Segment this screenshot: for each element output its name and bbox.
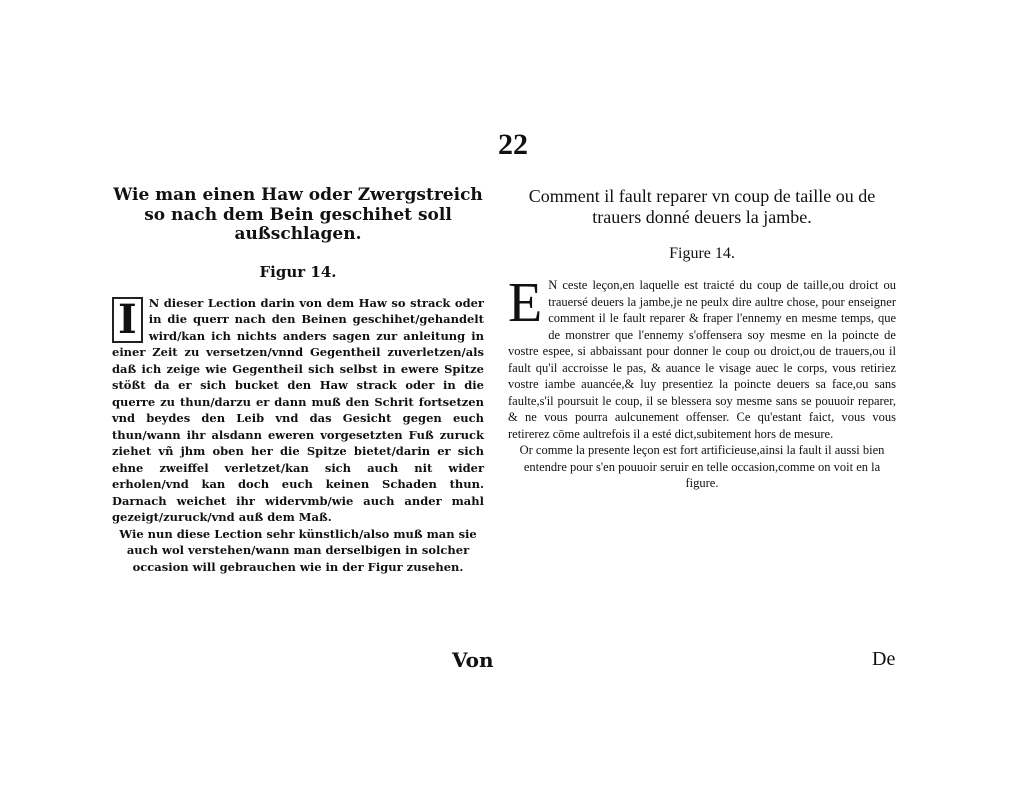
german-body [112, 295, 484, 526]
french-column [508, 186, 896, 492]
german-body-text: N dieser Lection darin von dem Haw so strack oder in die querr nach den Beinen geschihet/gehandelt wird/kan ich nichts anders sagen zur anleitung in einer Zeit zu versetzen/vnnd Gegentheil zuverletzen/als daß ich zeige wie Gegentheil sich selbst in ewere Spitze stößt da er sich bucket den Haw strack oder in die querre zu thun/darzu er dann muß den Schrit fortsetzen vnd beydes den Leib vnd das Gesicht gegen euch thun/wann ihr alsdann eweren vorgesetzten Fuß zuruck ziehet vñ jhm oben her die Spitze bietet/darin er sich ehne zweiffel verletzet/kan sich auch nit wider erholen/vnd kan doch euch keinen Schaden thun. Darnach weichet ihr widervmb/wie auch ander mahl gezeigt/zuruck/vnd auß dem Maß. [112, 295, 484, 525]
german-closing-paragraph: Wie nun diese Lection sehr künstlich/also muß man sie auch wol verstehen/wann man derselbigen in solcher occasion will gebrauchen wie in der Figur zusehen. [119, 526, 477, 574]
french-heading: Comment il fault reparer vn coup de taille ou de trauers donné deuers la jambe. [528, 186, 876, 227]
french-catchword: De [872, 648, 896, 670]
french-body-text: N ceste leçon,en laquelle est traicté du coup de taille,ou droict ou trauersé deuers la jambe,je ne peulx dire aultre chose, pour enseigner comment il le fault reparer & fraper l'ennemy en mesme temps, que de monstrer que l'ennemy s'offensera soy mesme en la poincte de vostre espee, si abbaissant pour donner le coup ou droict,ou de trauers,ou il fault qu'il accroisse le pas, & auance le visage auec le corps, vous retiriez vostre iambe auancée,& luy presentiez la poincte deuers sa face,ou sans faulte,s'il poursuit le coup, il se blessera soy mesme sans se pouuoir reparer, & ne vous pourra aulcunement offenser. Ce qu'estant faict, vous vous retirerez cōme aultrefois il a esté dict,subitement hors de mesure. [508, 278, 896, 441]
french-figure-label: Figure 14. [669, 245, 735, 263]
german-heading: Wie man einen Haw oder Zwergstreich so nach dem Bein geschihet soll außschlagen. [113, 185, 483, 245]
french-drop-cap: E [508, 272, 543, 335]
german-figure-label: Figur 14. [259, 262, 337, 281]
german-catchword: Von [452, 648, 494, 672]
german-drop-cap: I [112, 297, 143, 343]
page-number: 22 [498, 128, 528, 161]
french-closing-paragraph: Or comme la presente leçon est fort artificieuse,ainsi la fault il aussi bien entendre pour s'en pouuoir seruir en telle occasion,comme on voit en la figure. [519, 443, 885, 491]
french-body [508, 272, 896, 442]
german-column [112, 186, 484, 575]
